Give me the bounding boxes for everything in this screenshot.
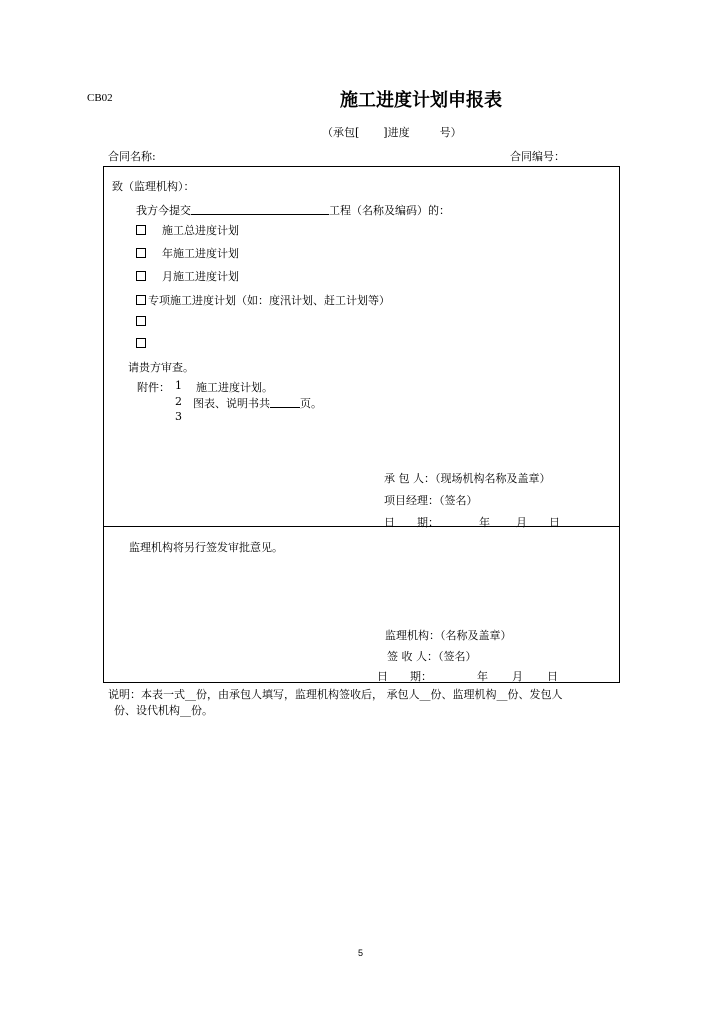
footnote-line-1: 说明：本表一式__份，由承包人填写，监理机构签收后， 承包人__份、监理机构__份、发包人 — [108, 688, 563, 701]
page-number: 5 — [358, 948, 364, 958]
page-title: 施工进度计划申报表 — [340, 90, 502, 111]
subtitle-part1: （承包[ — [322, 126, 360, 139]
year-label: 年 — [477, 670, 488, 683]
contract-name-label: 合同名称: — [108, 150, 156, 163]
option-special — [136, 292, 390, 308]
attachment-2-suffix: 页。 — [300, 397, 322, 410]
subtitle — [322, 124, 462, 140]
date-label: 日 期： — [377, 670, 432, 683]
attachment-3-no: 3 — [175, 410, 182, 423]
submit-suffix: 工程（名称及编码）的： — [329, 204, 450, 217]
option-monthly — [136, 268, 239, 284]
option-overall-label: 施工总进度计划 — [162, 224, 239, 237]
option-annual-label: 年施工进度计划 — [162, 247, 239, 260]
attachment-1-no: 1 — [175, 379, 182, 392]
checkbox-icon[interactable] — [136, 225, 146, 235]
option-annual — [136, 245, 239, 261]
year-label: 年 — [479, 516, 490, 529]
footnote-line-2: 份、设代机构__份。 — [114, 704, 213, 717]
supervisor-opinion: 监理机构将另行签发审批意见。 — [129, 541, 283, 554]
checkbox-icon[interactable] — [136, 338, 146, 348]
option-special-label: 专项施工进度计划（如：度汛计划、赶工计划等） — [148, 294, 390, 307]
subtitle-part2: ]进度 — [383, 126, 410, 139]
contractor-line: 承 包 人：（现场机构名称及盖章） — [384, 472, 551, 485]
supervisor-date-line — [377, 668, 558, 684]
attachment-2-prefix: 图表、说明书共 — [193, 397, 270, 410]
receiver-line: 签 收 人：（签名） — [387, 650, 477, 663]
attachment-1-text: 施工进度计划。 — [196, 381, 273, 394]
contractor-date-line — [384, 514, 560, 530]
pm-line: 项目经理：（签名） — [384, 494, 478, 507]
option-monthly-label: 月施工进度计划 — [162, 270, 239, 283]
day-label: 日 — [549, 516, 560, 529]
option-overall — [136, 222, 239, 238]
attachment-2-text — [193, 395, 322, 411]
to-line: 致（监理机构）： — [112, 180, 195, 193]
date-label: 日 期： — [384, 516, 439, 529]
option-blank-2 — [136, 337, 148, 350]
option-blank-1 — [136, 315, 148, 328]
checkbox-icon[interactable] — [136, 295, 146, 305]
submit-prefix: 我方今提交 — [136, 204, 191, 217]
month-label: 月 — [516, 516, 527, 529]
supervisor-org-line: 监理机构：（名称及盖章） — [385, 629, 512, 642]
page-count-blank[interactable] — [270, 397, 300, 408]
review-request: 请贵方审查。 — [128, 361, 194, 374]
form-table — [103, 166, 620, 683]
submit-line — [136, 202, 450, 218]
subtitle-part3: 号） — [439, 126, 462, 139]
checkbox-icon[interactable] — [136, 271, 146, 281]
contract-no-label: 合同编号： — [510, 150, 565, 163]
checkbox-icon[interactable] — [136, 248, 146, 258]
footnote — [108, 687, 653, 719]
day-label: 日 — [547, 670, 558, 683]
project-name-blank[interactable] — [191, 204, 329, 215]
attachments-label: 附件： — [137, 381, 170, 394]
checkbox-icon[interactable] — [136, 316, 146, 326]
attachment-2-no: 2 — [175, 395, 182, 408]
month-label: 月 — [512, 670, 523, 683]
form-code: CB02 — [87, 92, 113, 104]
